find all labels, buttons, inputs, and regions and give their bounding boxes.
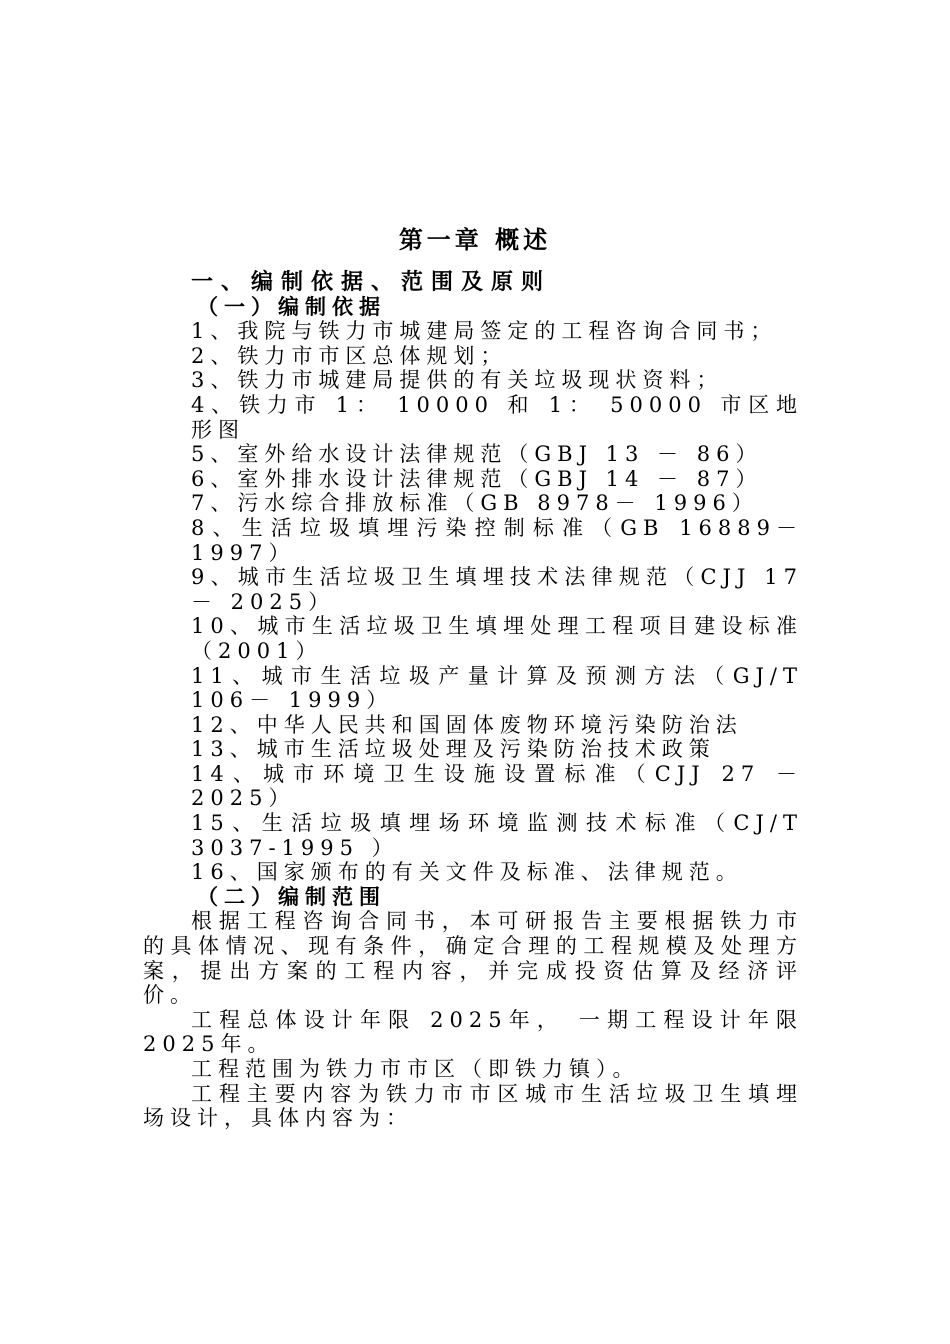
- list-item: 6、室外排水设计法律规范（GBJ 14 － 87）: [191, 466, 763, 491]
- list-item: 9、城市生活垃圾卫生填埋技术法律规范（CJJ 17 － 2025）: [191, 565, 803, 614]
- list-item: 10、城市生活垃圾卫生填埋处理工程项目建设标准（2001）: [191, 614, 803, 663]
- chapter-title: 第一章 概述: [398, 225, 552, 254]
- body-paragraph: 工程主要内容为铁力市市区城市生活垃圾卫生填埋场设计，具体内容为：: [143, 1081, 803, 1131]
- list-item: 12、中华人民共和国固体废物环境污染防治法: [191, 712, 743, 737]
- document-body: [143, 270, 803, 1131]
- list-item: 15、生活垃圾填埋场环境监测技术标准（CJ/T 3037-1995 ）: [191, 811, 803, 860]
- list-item: 11、城市生活垃圾产量计算及预测方法（GJ/T 106－ 1999）: [191, 663, 803, 713]
- list-item: 5、室外给水设计法律规范（GBJ 13 － 86）: [191, 442, 763, 467]
- body-paragraph: 工程范围为铁力市市区（即铁力镇）。: [191, 1057, 640, 1081]
- list-item: 2、铁力市市区总体规划；: [191, 343, 508, 368]
- list-item: 4、铁力市 1： 10000 和 1： 50000 市区地形图: [191, 392, 803, 442]
- body-paragraph: 工程总体设计年限 2025年， 一期工程设计年限 2025年。: [143, 1007, 803, 1057]
- list-item: 13、城市生活垃圾处理及污染防治技术政策: [191, 737, 716, 762]
- list-item: 14、城市环境卫生设施设置标准（CJJ 27 － 2025）: [191, 761, 803, 811]
- list-item: 16、国家颁布的有关文件及标准、法律规范。: [191, 860, 743, 885]
- list-item: 1、我院与铁力市城建局签定的工程咨询合同书；: [191, 319, 778, 344]
- subsection-heading-scope: （二）编制范围: [197, 883, 386, 909]
- subsection-heading-basis: （一）编制依据: [197, 293, 386, 319]
- list-item: 7、污水综合排放标准（GB 8978－ 1996）: [191, 491, 759, 516]
- body-paragraph: 根据工程咨询合同书，本可研报告主要根据铁力市的具体情况、现有条件，确定合理的工程规模及处理方案，提出方案的工程内容，并完成投资估算及经济评价。: [143, 909, 803, 1008]
- list-item: 3、铁力市城建局提供的有关垃圾现状资料；: [191, 368, 724, 393]
- list-item: 8、生活垃圾填埋污染控制标准（GB 16889－ 1997）: [191, 515, 803, 565]
- section-heading: 一、编制依据、范围及原则: [191, 269, 552, 295]
